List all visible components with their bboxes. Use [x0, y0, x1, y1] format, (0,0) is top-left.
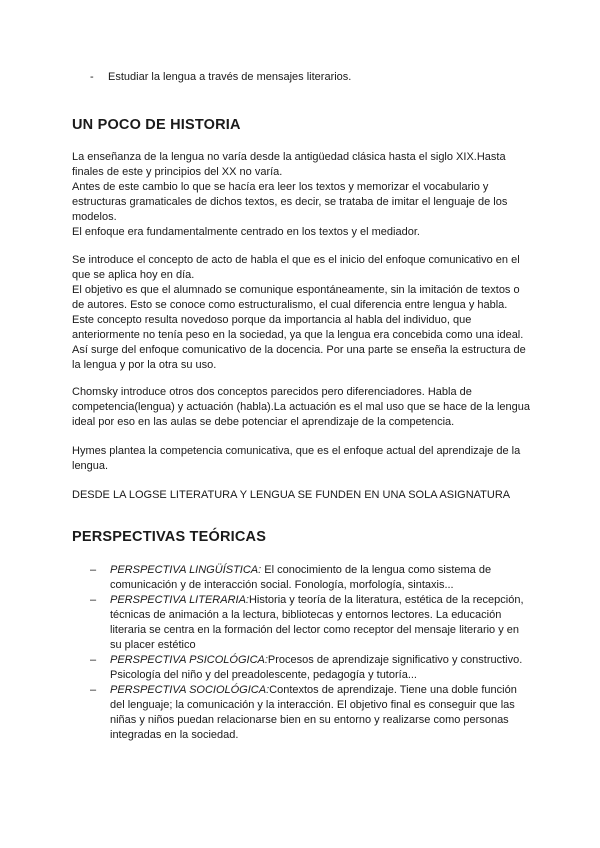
list-item: [90, 593, 530, 653]
list-dash: –: [90, 564, 97, 576]
perspective-name: PERSPECTIVA LITERARIA:: [110, 594, 249, 606]
paragraph-line: La enseñanza de la lengua no varía desde la antigüedad clásica hasta el siglo XIX.Hasta finales de este y principios del XX no varía.: [72, 151, 506, 178]
paragraph-line: El enfoque era fundamentalmente centrado en los textos y el mediador.: [72, 226, 420, 238]
perspective-text: Historia y teoría de la literatura, estética de la recepción, técnicas de animación a la lectura, bibliotecas y entornos lectores. La educación literaria se centra en la formación del lector como receptor del mensaje literario y en su placer estético: [110, 594, 524, 651]
paragraph-line: Chomsky introduce otros dos conceptos parecidos pero diferenciadores. Habla de competencia(lengua) y actuación (habla).La actuación es el mal uso que se hace de la lengua ideal por eso en las aulas se debe potenciar el aprendizaje de la competencia.: [72, 386, 531, 428]
perspective-name: PERSPECTIVA PSICOLÓGICA:: [110, 654, 268, 666]
perspective-text: El conocimiento de la lengua como sistema de comunicación y de interacción social. Fonología, morfología, sintaxis...: [110, 564, 492, 591]
bullet-item: [90, 70, 351, 85]
bullet-dash: -: [90, 71, 94, 83]
paragraph-block: [72, 150, 532, 240]
paragraph-block: [72, 385, 532, 430]
paragraph-block: [72, 253, 532, 373]
list-item: [90, 683, 530, 743]
list-dash: –: [90, 684, 97, 696]
paragraph-line: DESDE LA LOGSE LITERATURA Y LENGUA SE FUNDEN EN UNA SOLA ASIGNATURA: [72, 489, 511, 501]
perspectives-list: [90, 563, 530, 743]
list-item: [90, 563, 530, 593]
section-heading-historia: UN POCO DE HISTORIA: [72, 117, 241, 133]
perspective-text: Procesos de aprendizaje significativo y constructivo. Psicología del niño y del preadolescente, pedagogía y tutoría...: [110, 654, 523, 681]
paragraph-line: El objetivo es que el alumnado se comunique espontáneamente, sin la imitación de textos o de autores. Esto se conoce como estructuralismo, el cual diferencia entre lengua y habla.: [72, 284, 520, 311]
list-dash: –: [90, 594, 97, 606]
paragraph-line: Hymes plantea la competencia comunicativa, que es el enfoque actual del aprendizaje de la lengua.: [72, 445, 521, 472]
perspective-text: Contextos de aprendizaje. Tiene una doble función del lenguaje; la comunicación y la interacción. El objetivo final es conseguir que las niñas y niños puedan relacionarse bien en su entorno y realizarse como personas integradas en la sociedad.: [110, 684, 517, 741]
bullet-text: Estudiar la lengua a través de mensajes literarios.: [108, 71, 352, 83]
paragraph-block: [72, 444, 532, 474]
list-dash: –: [90, 654, 97, 666]
paragraph-line: Este concepto resulta novedoso porque da importancia al habla del individuo, que anteriormente no tenía peso en la sociedad, ya que la lengua era concebida como una ideal.: [72, 314, 524, 341]
perspective-name: PERSPECTIVA LINGÜÍSTICA:: [110, 564, 262, 576]
perspective-name: PERSPECTIVA SOCIOLÓGICA:: [110, 684, 270, 696]
list-item: [90, 653, 530, 683]
section-heading-perspectivas: PERSPECTIVAS TEÓRICAS: [72, 529, 267, 545]
paragraph-line: Antes de este cambio lo que se hacía era leer los textos y memorizar el vocabulario y estructuras gramaticales de dichos textos, es decir, se trataba de imitar el lenguaje de los modelos.: [72, 181, 508, 223]
paragraph-block: [72, 488, 532, 503]
paragraph-line: Así surge del enfoque comunicativo de la docencia. Por una parte se enseña la estructura de la lengua y por la otra su uso.: [72, 344, 526, 371]
paragraph-line: Se introduce el concepto de acto de habla el que es el inicio del enfoque comunicativo en el que se aplica hoy en día.: [72, 254, 520, 281]
